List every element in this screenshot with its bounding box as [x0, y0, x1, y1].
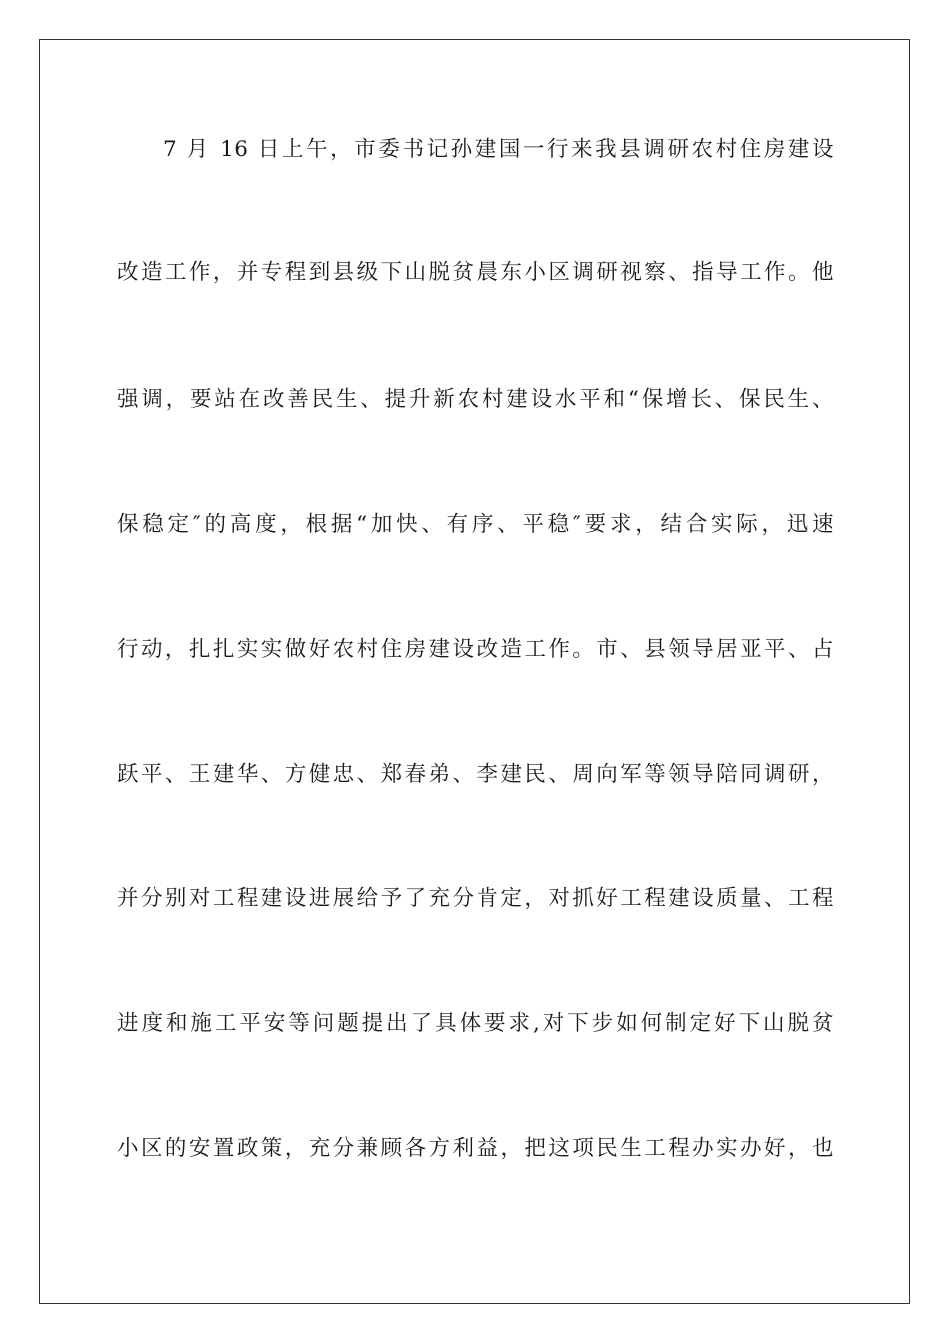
paragraph-line-7: 并分别对工程建设进展给予了充分肯定，对抓好工程建设质量、工程 [117, 886, 834, 911]
paragraph-line-3: 强调，要站在改善民生、提升新农村建设水平和“保增长、保民生、 [117, 387, 834, 412]
paragraph-line-1: 7 月 16 日上午，市委书记孙建国一行来我县调研农村住房建设 [163, 137, 834, 162]
paragraph-line-8: 进度和施工平安等问题提出了具体要求,对下步如何制定好下山脱贫 [117, 1011, 834, 1036]
paragraph-line-6: 跃平、王建华、方健忠、郑春弟、李建民、周向军等领导陪同调研， [117, 762, 834, 787]
paragraph-line-9: 小区的安置政策，充分兼顾各方利益，把这项民生工程办实办好，也 [117, 1136, 834, 1161]
paragraph-line-2: 改造工作，并专程到县级下山脱贫晨东小区调研视察、指导工作。他 [117, 260, 834, 285]
paragraph-line-4: 保稳定″的高度，根据“加快、有序、平稳″要求，结合实际，迅速 [117, 512, 834, 537]
page-frame [39, 39, 910, 1304]
paragraph-line-5: 行动，扎扎实实做好农村住房建设改造工作。市、县领导居亚平、占 [117, 637, 834, 662]
